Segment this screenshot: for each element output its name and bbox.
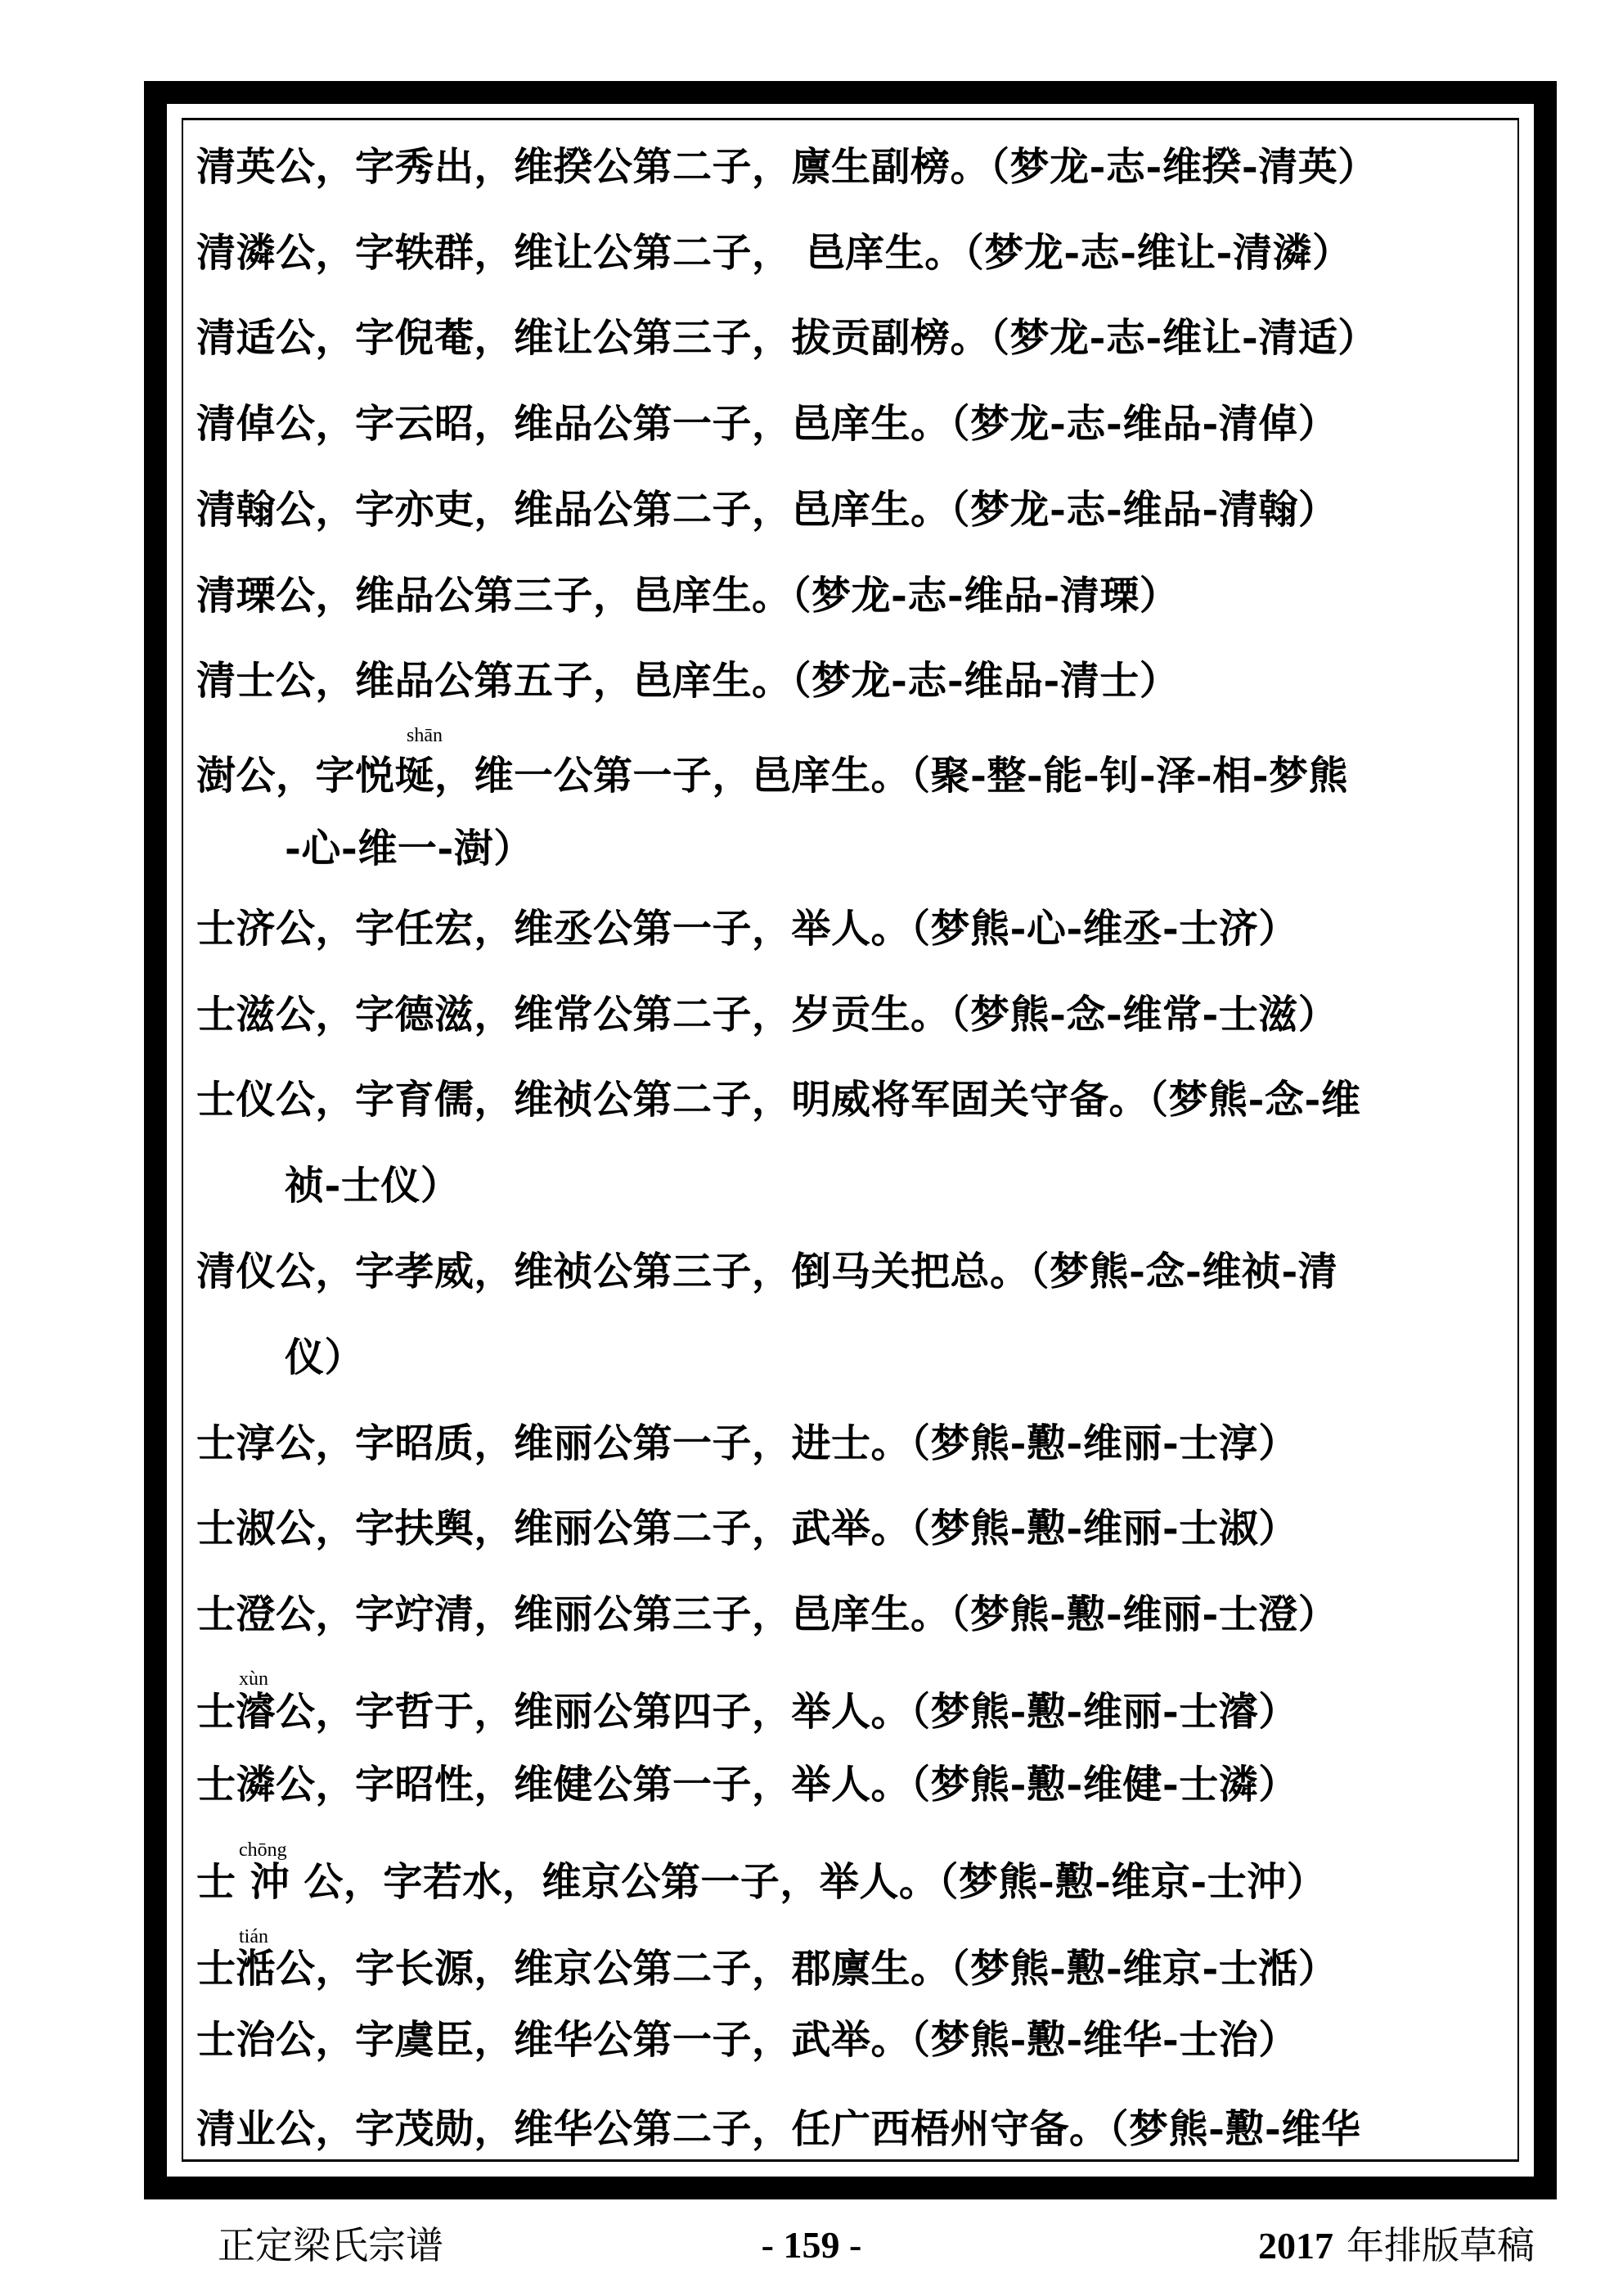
entry-line: 清业公，字茂勋，维华公第二子，任广西梧州守备。（梦熊-懃-维华 [196,2106,1361,2152]
pinyin-annotation: xùn [239,1668,268,1690]
entry-line: 士潾公，字昭性，维健公第一子，举人。（梦熊-懃-维健-士潾） [196,1762,1298,1808]
pinyin-annotation: chōng [239,1839,287,1861]
entry-line: 清士公，维品公第五子，邑庠生。（梦龙-志-维品-清士） [196,658,1180,704]
entry-line: 清英公，字秀出，维揆公第二子，廪生副榜。（梦龙-志-维揆-清英） [196,144,1378,190]
pinyin-annotation: shān [407,725,443,746]
pinyin-annotation: tián [239,1926,268,1947]
entry-line: 士淳公，字昭质，维丽公第一子，进士。（梦熊-懃-维丽-士淳） [196,1420,1298,1466]
entry-line: 士淑公，字扶舆，维丽公第二子，武举。（梦熊-懃-维丽-士淑） [196,1506,1298,1551]
entry-line: 清翰公，字亦吏，维品公第二子，邑庠生。（梦龙-志-维品-清翰） [196,487,1338,533]
entry-line: 清倬公，字云昭，维品公第一子，邑庠生。（梦龙-志-维品-清倬） [196,401,1338,447]
footer-book-title: 正定梁氏宗谱 [218,2223,443,2267]
entry-line-continuation: -心-维一-澍） [285,826,533,871]
entry-line: 士 沖 公，字若水，维京公第一子，举人。（梦熊-懃-维京-士沖） [196,1859,1327,1905]
footer-page-number: - 159 - [761,2224,862,2266]
entry-line-continuation: 祯-士仪） [285,1163,461,1209]
footer-draft-note [1258,2222,1535,2269]
entry-line: 士澄公，字竚清，维丽公第三子，邑庠生。（梦熊-懃-维丽-士澄） [196,1591,1338,1637]
entry-line: 士濬公，字哲于，维丽公第四子，举人。（梦熊-懃-维丽-士濬） [196,1689,1298,1735]
entry-line: 清仪公，字孝威，维祯公第三子，倒马关把总。（梦熊-念-维祯-清 [196,1249,1338,1294]
footer-draft-label: 年排版草稿 [1347,2223,1535,2267]
entry-line-continuation: 仪） [285,1335,365,1380]
entry-line: 清瑮公，维品公第三子，邑庠生。（梦龙-志-维品-清瑮） [196,573,1180,619]
entry-line: 清潾公，字轶群，维让公第二子， 邑庠生。（梦龙-志-维让-清潾） [196,230,1352,276]
entry-line: 士仪公，字育儒，维祯公第二子，明威将军固关守备。（梦熊-念-维 [196,1077,1361,1123]
entry-line: 清适公，字倪菴，维让公第三子，拔贡副榜。（梦龙-志-维让-清适） [196,315,1378,361]
entry-line: 士湉公，字长源，维京公第二子，郡廪生。（梦熊-懃-维京-士湉） [196,1946,1338,1992]
footer-draft-year: 2017 [1258,2225,1333,2267]
entry-line: 士治公，字虞臣，维华公第一子，武举。（梦熊-懃-维华-士治） [196,2017,1298,2063]
entry-line: 士济公，字任宏，维丞公第一子，举人。（梦熊-心-维丞-士济） [196,906,1298,952]
entry-line: 澍公，字悦埏，维一公第一子，邑庠生。（聚-整-能-钊-泽-相-梦熊 [196,753,1349,799]
entry-line: 士滋公，字德滋，维常公第二子，岁贡生。（梦熊-念-维常-士滋） [196,992,1338,1038]
